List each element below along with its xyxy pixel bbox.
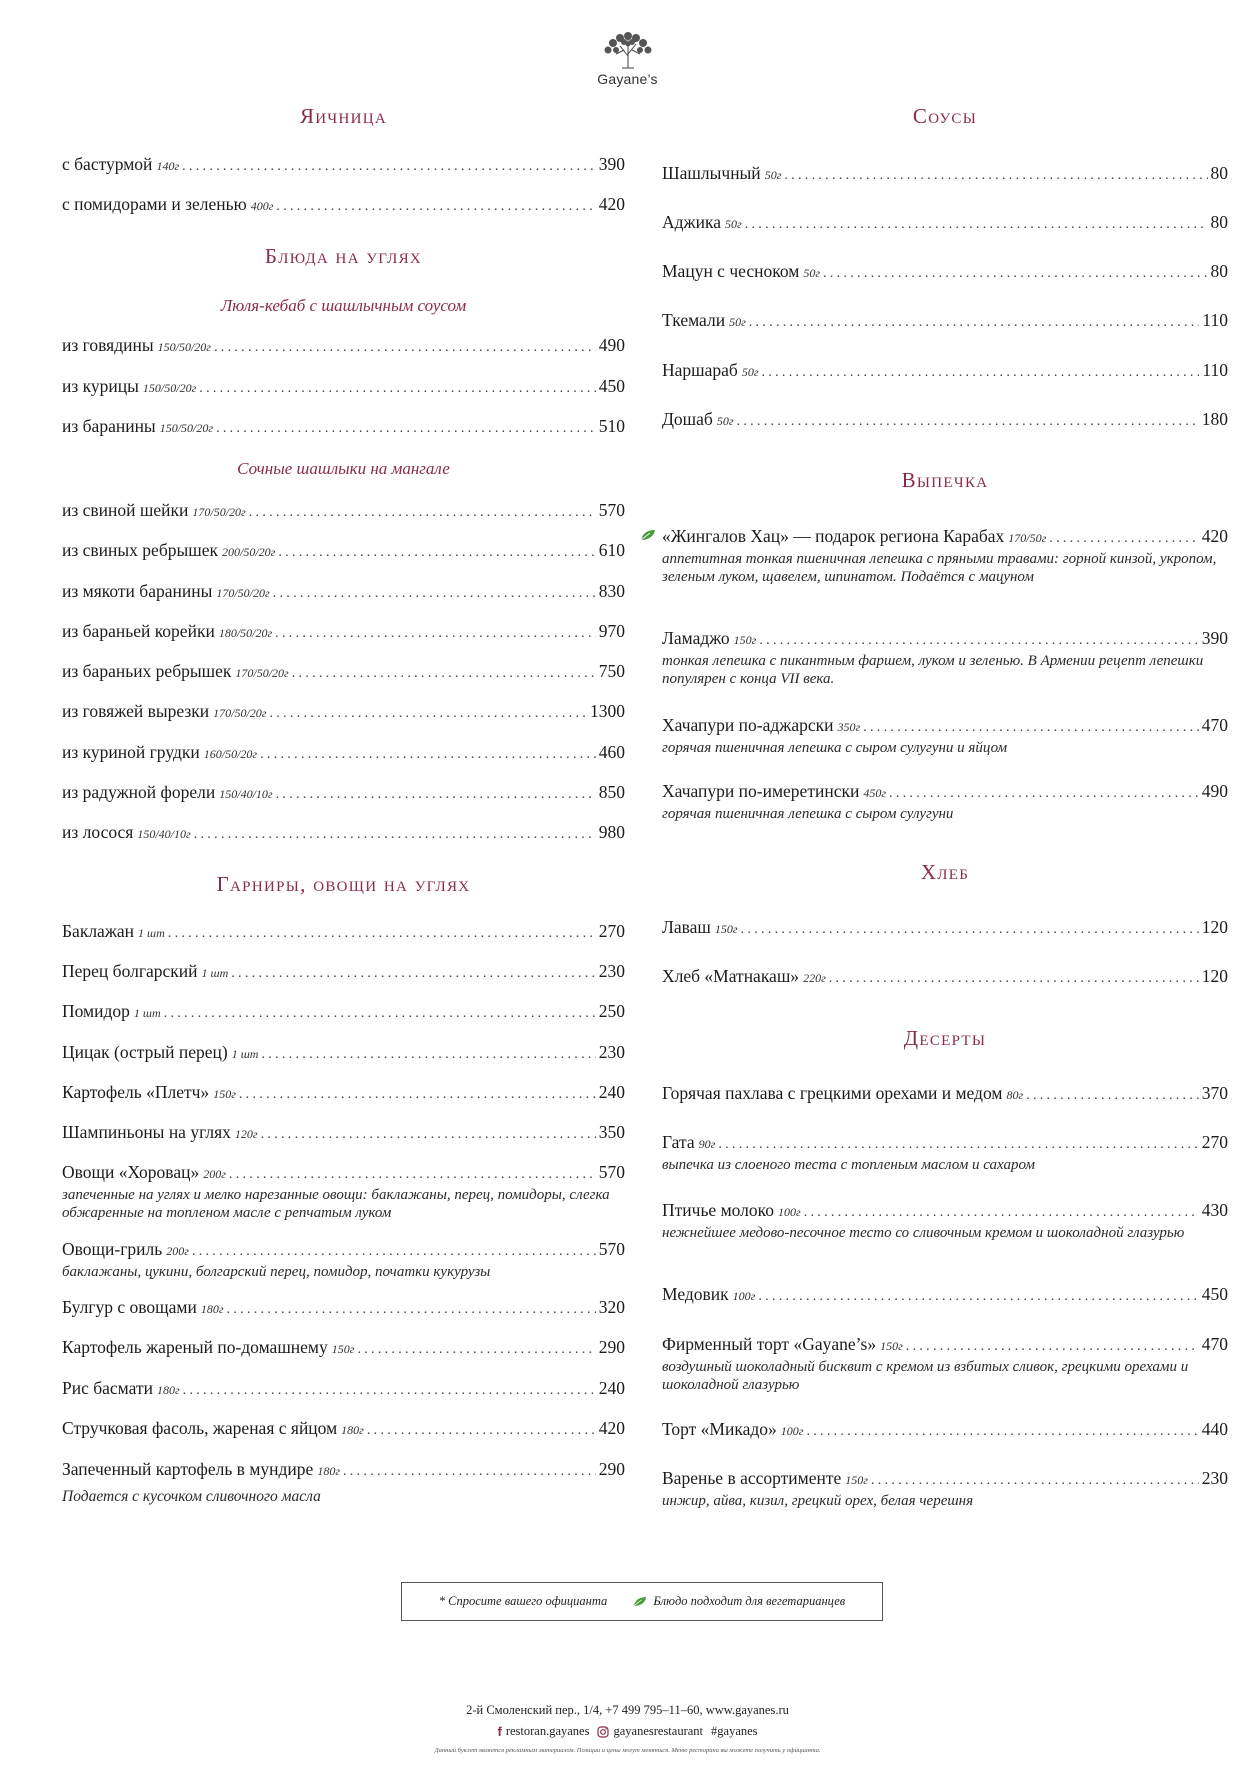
menu-item: [62, 1121, 625, 1146]
menu-item: [662, 359, 1228, 384]
item-name: из бараньих ребрышек: [62, 661, 232, 681]
item-weight: 50г: [729, 315, 746, 329]
item-price: 450: [1201, 1284, 1228, 1304]
item-price: 750: [598, 661, 625, 681]
leader-dots: [216, 418, 596, 440]
item-description: баклажаны, цукини, болгарский перец, помидор, початки кукурузы: [62, 1264, 491, 1280]
menu-item: [62, 660, 625, 685]
item-description: выпечка из слоеного теста с топленым маслом и сахаром: [662, 1157, 1036, 1173]
item-price: 440: [1201, 1419, 1228, 1439]
item-price: 110: [1202, 310, 1228, 330]
item-weight: 200г: [203, 1167, 226, 1181]
item-price: 570: [598, 500, 625, 520]
item-name: Цицак (острый перец): [62, 1042, 228, 1062]
footer-address: 2-й Смоленский пер., 1/4, +7 499 795–11–60, www.gayanes.ru: [466, 1703, 789, 1717]
item-name: Лаваш: [662, 917, 711, 937]
item-weight: 1 шт: [133, 1006, 161, 1020]
menu-item: [662, 525, 1228, 586]
facebook-icon: f: [497, 1724, 502, 1739]
menu-item: [662, 1467, 1228, 1510]
menu-item: [62, 700, 625, 725]
item-price: 240: [598, 1378, 625, 1398]
leader-dots: [239, 1084, 596, 1106]
item-weight: 150/40/10г: [137, 827, 191, 841]
item-weight: 150/50/20г: [159, 421, 214, 435]
item-weight: 150г: [880, 1339, 903, 1353]
menu-item: [662, 1418, 1228, 1443]
item-weight: 180/50/20г: [218, 626, 273, 640]
item-name: из мякоти баранины: [62, 581, 213, 601]
item-description: воздушный шоколадный бисквит с кремом из взбитых сливок, грецкими орехами и шоколадной глазурью: [662, 1359, 1189, 1393]
item-weight: 150/50/20г: [142, 381, 197, 395]
menu-item: [662, 965, 1228, 990]
menu-item: [662, 162, 1228, 187]
menu-item: [62, 741, 625, 766]
footer-facebook[interactable]: [497, 1724, 589, 1739]
item-weight: 50г: [803, 266, 821, 280]
leader-dots: [227, 1299, 596, 1321]
leader-dots: [863, 717, 1199, 739]
item-price: 470: [1201, 1334, 1228, 1354]
item-name: Рис басмати: [62, 1378, 153, 1398]
item-name: Хачапури по-имеретински: [662, 781, 860, 801]
item-weight: 180г: [156, 1383, 180, 1397]
item-weight: 450г: [863, 786, 887, 800]
vegetarian-leaf-icon: [633, 1596, 647, 1607]
item-name: Мацун с чесноком: [662, 261, 800, 281]
leader-dots: [759, 630, 1198, 652]
tree-logo-icon: [596, 28, 660, 70]
item-name: из говяжей вырезки: [62, 701, 210, 721]
menu-item: [62, 415, 625, 440]
leader-dots: [784, 165, 1207, 187]
item-price: 460: [598, 742, 625, 762]
leader-dots: [823, 263, 1207, 285]
leader-dots: [199, 378, 595, 400]
item-description: нежнейшее медово-песочное тесто со сливочным кремом и шоколадной глазурью: [662, 1225, 1185, 1241]
menu-item: [62, 1458, 625, 1507]
menu-item: [62, 620, 625, 645]
item-price: 270: [598, 921, 625, 941]
menu-item: [62, 334, 625, 359]
leader-dots: [1049, 528, 1198, 550]
item-weight: 100г: [780, 1424, 804, 1438]
item-weight: 170/50/20г: [216, 586, 270, 600]
item-weight: 220г: [803, 971, 826, 985]
menu-item: [62, 539, 625, 564]
footer-hashtag: #gayanes: [711, 1724, 758, 1738]
item-price: 110: [1202, 360, 1228, 380]
leader-dots: [194, 824, 596, 846]
item-name: Овощи «Хоровац»: [62, 1162, 200, 1182]
item-name: Гата: [662, 1132, 695, 1152]
item-name: «Жингалов Хац» — подарок региона Карабах: [662, 526, 1005, 546]
menu-item: [62, 1041, 625, 1066]
leader-dots: [357, 1339, 595, 1361]
item-name: Овощи-гриль: [62, 1239, 163, 1259]
item-price: 250: [598, 1001, 625, 1021]
leader-dots: [718, 1134, 1198, 1156]
menu-item: [662, 627, 1228, 688]
item-weight: 50г: [716, 414, 734, 428]
item-price: 490: [598, 335, 625, 355]
subsection-title: Сочные шашлыки на мангале: [237, 459, 450, 478]
leader-dots: [829, 968, 1199, 990]
menu-item: [662, 1131, 1228, 1174]
item-name: Картофель «Плетч»: [62, 1082, 210, 1102]
item-name: Баклажан: [62, 921, 135, 941]
menu-item: [62, 375, 625, 400]
item-price: 290: [598, 1337, 625, 1357]
item-price: 1300: [590, 701, 625, 721]
item-weight: 170/50г: [1008, 531, 1047, 545]
leader-dots: [276, 196, 595, 218]
item-weight: 170/50/20г: [192, 505, 246, 519]
leader-dots: [292, 663, 596, 685]
section-title: Яичница: [299, 104, 388, 128]
leader-dots: [343, 1461, 596, 1483]
item-price: 610: [598, 540, 625, 560]
item-name: из курицы: [62, 376, 139, 396]
vegetarian-leaf-icon: [640, 529, 656, 541]
leader-dots: [183, 1380, 596, 1402]
item-name: из бараньей корейки: [62, 621, 215, 641]
item-weight: 180г: [200, 1302, 224, 1316]
item-price: 80: [1210, 163, 1228, 183]
leader-dots: [261, 1124, 596, 1146]
leader-dots: [762, 362, 1200, 384]
item-price: 390: [1201, 628, 1228, 648]
leader-dots: [182, 156, 596, 178]
leader-dots: [745, 214, 1208, 236]
leader-dots: [906, 1336, 1199, 1358]
item-price: 80: [1210, 261, 1228, 281]
item-price: 450: [598, 376, 625, 396]
leader-dots: [741, 919, 1199, 941]
menu-item: [662, 916, 1228, 941]
item-name: Хачапури по-аджарски: [662, 715, 834, 735]
leader-dots: [261, 1044, 595, 1066]
item-name: Картофель жареный по-домашнему: [62, 1337, 328, 1357]
menu-item: [62, 1296, 625, 1321]
leader-dots: [260, 744, 596, 766]
leader-dots: [275, 623, 596, 645]
item-price: 970: [598, 621, 625, 641]
legend-vegetarian-label: Блюдо подходит для вегетарианцев: [653, 1594, 846, 1608]
leader-dots: [192, 1241, 596, 1263]
footer-instagram[interactable]: [597, 1724, 703, 1739]
item-weight: 1 шт: [138, 926, 165, 940]
menu-item: [62, 1161, 625, 1222]
item-description: запеченные на углях и мелко нарезанные овощи: баклажаны, перец, помидоры, слегка обжаренные на топленом масле с репчатым луком: [62, 1187, 610, 1221]
leader-dots: [270, 703, 588, 725]
menu-item: [62, 1417, 625, 1442]
item-price: 370: [1201, 1083, 1228, 1103]
item-weight: 150г: [213, 1087, 236, 1101]
leader-dots: [367, 1420, 596, 1442]
item-price: 240: [598, 1082, 625, 1102]
item-name: с бастурмой: [62, 154, 153, 174]
item-price: 290: [598, 1459, 625, 1479]
item-price: 320: [598, 1297, 625, 1317]
item-name: Шампиньоны на углях: [62, 1122, 231, 1142]
brand-name: Gayane’s: [597, 71, 658, 87]
leader-dots: [1026, 1085, 1199, 1107]
item-price: 230: [598, 1042, 625, 1062]
menu-item: [662, 1199, 1228, 1242]
item-name: Медовик: [662, 1284, 729, 1304]
item-price: 180: [1201, 409, 1228, 429]
item-name: Ткемали: [662, 310, 726, 330]
menu-item: [62, 1377, 625, 1402]
item-weight: 170/50/20г: [213, 706, 267, 720]
leader-dots: [273, 583, 596, 605]
menu-item: [62, 821, 625, 846]
menu-item: [62, 499, 625, 524]
item-price: 430: [1201, 1200, 1228, 1220]
item-weight: 150г: [331, 1342, 355, 1356]
item-name: Ламаджо: [662, 628, 730, 648]
section-title: Хлеб: [920, 860, 970, 884]
legend-ask-waiter: * Спросите вашего официанта: [438, 1594, 608, 1608]
item-price: 570: [598, 1162, 625, 1182]
section-title: Десерты: [903, 1026, 987, 1050]
menu-item: [62, 1336, 625, 1361]
menu-item: [62, 193, 625, 218]
leader-dots: [804, 1202, 1199, 1224]
item-weight: 50г: [725, 217, 742, 231]
section-title: Выпечка: [901, 468, 989, 492]
leader-dots: [806, 1421, 1198, 1443]
item-weight: 200/50/20г: [221, 545, 276, 559]
leader-dots: [276, 784, 596, 806]
item-weight: 50г: [764, 168, 782, 182]
item-description: горячая пшеничная лепешка с сыром сулугуни и яйцом: [662, 740, 1008, 756]
item-name: Хлеб «Матнакаш»: [662, 966, 800, 986]
item-weight: 140г: [156, 159, 180, 173]
item-price: 830: [598, 581, 625, 601]
item-weight: 180г: [341, 1423, 364, 1437]
footer: [0, 1703, 1255, 1754]
item-description: горячая пшеничная лепешка с сыром сулугуни: [662, 806, 954, 822]
item-weight: 150г: [714, 922, 738, 936]
item-name: Помидор: [62, 1001, 130, 1021]
menu-item: [662, 780, 1228, 823]
item-price: 350: [598, 1122, 625, 1142]
item-price: 980: [598, 822, 625, 842]
leader-dots: [249, 502, 596, 524]
item-name: из свиной шейки: [62, 500, 189, 520]
item-price: 570: [598, 1239, 625, 1259]
item-price: 420: [598, 194, 625, 214]
menu-item: [662, 309, 1228, 334]
leader-dots: [231, 963, 596, 985]
item-name: Булгур с овощами: [62, 1297, 197, 1317]
item-weight: 1 шт: [201, 966, 229, 980]
item-name: из баранины: [62, 416, 156, 436]
item-name: Запеченный картофель в мундире: [62, 1459, 314, 1479]
legend-box: [401, 1582, 883, 1621]
item-name: Наршараб: [662, 360, 738, 380]
menu-item: [62, 1238, 625, 1281]
section-title: Соусы: [912, 104, 978, 128]
item-name: Стручковая фасоль, жареная с яйцом: [62, 1418, 338, 1438]
item-price: 390: [598, 154, 625, 174]
item-weight: 350г: [837, 720, 861, 734]
item-description: инжир, айва, кизил, грецкий орех, белая черешня: [662, 1493, 974, 1509]
item-weight: 180г: [317, 1464, 340, 1478]
menu-item: [662, 1082, 1228, 1107]
item-price: 510: [598, 416, 625, 436]
item-weight: 100г: [732, 1289, 756, 1303]
item-name: из радужной форели: [62, 782, 216, 802]
footer-disclaimer: Данный буклет является рекламным материалом. Позиции и цены могут меняться. Меню ресторана вы можете получить у официанта.: [434, 1747, 821, 1754]
item-weight: 90г: [698, 1137, 716, 1151]
menu-item: [662, 211, 1228, 236]
item-name: из свиных ребрышек: [62, 540, 218, 560]
leader-dots: [278, 542, 595, 564]
item-name: Шашлычный: [662, 163, 761, 183]
leader-dots: [168, 923, 596, 945]
menu-item: [62, 781, 625, 806]
menu-item: [662, 714, 1228, 757]
menu-item: [62, 960, 625, 985]
item-weight: 160/50/20г: [203, 747, 258, 761]
item-price: 230: [1201, 1468, 1228, 1488]
instagram-icon: [597, 1726, 609, 1738]
item-price: 490: [1201, 781, 1228, 801]
item-price: 120: [1201, 917, 1228, 937]
menu-item: [662, 1283, 1228, 1308]
menu-item: [662, 408, 1228, 433]
leader-dots: [749, 312, 1200, 334]
item-price: 420: [598, 1418, 625, 1438]
item-weight: 120г: [234, 1127, 258, 1141]
leader-dots: [889, 783, 1199, 805]
menu-item: [62, 1000, 625, 1025]
item-weight: 150/50/20г: [157, 340, 211, 354]
item-name: из говядины: [62, 335, 154, 355]
item-weight: 1 шт: [231, 1047, 259, 1061]
section-title: Блюда на углях: [264, 244, 423, 268]
menu-item: [62, 153, 625, 178]
item-weight: 170/50/20г: [235, 666, 289, 680]
item-name: Торт «Микадо»: [662, 1419, 777, 1439]
section-note: Подается с кусочком сливочного масла: [62, 1488, 321, 1505]
item-weight: 100г: [778, 1205, 801, 1219]
item-name: Дошаб: [662, 409, 713, 429]
item-price: 470: [1201, 715, 1228, 735]
logo: [0, 28, 1255, 87]
item-description: тонкая лепешка с пикантным фаршем, луком и зеленью. В Армении рецепт лепешки популярен с конца VII века.: [662, 653, 1204, 687]
item-name: Фирменный торт «Gayane’s»: [662, 1334, 877, 1354]
item-name: Аджика: [662, 212, 722, 232]
leader-dots: [871, 1470, 1199, 1492]
menu-item: [62, 580, 625, 605]
item-weight: 150/40/10г: [219, 787, 273, 801]
item-name: с помидорами и зеленью: [62, 194, 247, 214]
menu-item: [62, 920, 625, 945]
item-name: Птичье молоко: [662, 1200, 775, 1220]
leader-dots: [758, 1286, 1198, 1308]
item-name: Перец болгарский: [62, 961, 198, 981]
item-name: Варенье в ассортименте: [662, 1468, 842, 1488]
item-price: 850: [598, 782, 625, 802]
facebook-handle: restoran.gayanes: [505, 1724, 590, 1738]
leader-dots: [737, 411, 1199, 433]
item-price: 420: [1201, 526, 1228, 546]
item-description: аппетитная тонкая пшеничная лепешка с пряными травами: горной кинзой, укропом, зеленым луком, щавелем, шпинатом. Подаётся с мацуном: [662, 551, 1217, 585]
section-title: Гарниры, овощи на углях: [216, 872, 471, 896]
item-price: 80: [1210, 212, 1228, 232]
item-price: 120: [1201, 966, 1228, 986]
legend-vegetarian: [633, 1594, 845, 1609]
item-price: 270: [1201, 1132, 1228, 1152]
item-weight: 400г: [250, 199, 274, 213]
item-name: Горячая пахлава с грецкими орехами и медом: [662, 1083, 1003, 1103]
leader-dots: [214, 337, 596, 359]
item-weight: 80г: [1006, 1088, 1024, 1102]
leader-dots: [229, 1164, 596, 1186]
leader-dots: [164, 1003, 596, 1025]
item-weight: 150г: [845, 1473, 868, 1487]
item-weight: 200г: [166, 1244, 189, 1258]
item-weight: 50г: [741, 365, 759, 379]
menu-item: [62, 1081, 625, 1106]
instagram-handle: gayanesrestaurant: [613, 1724, 704, 1738]
menu-item: [662, 1333, 1228, 1394]
item-weight: 150г: [733, 633, 757, 647]
item-name: из куриной грудки: [62, 742, 200, 762]
subsection-title: Люля-кебаб с шашлычным соусом: [220, 296, 467, 315]
menu-item: [662, 260, 1228, 285]
item-price: 230: [598, 961, 625, 981]
item-name: из лосося: [62, 822, 134, 842]
